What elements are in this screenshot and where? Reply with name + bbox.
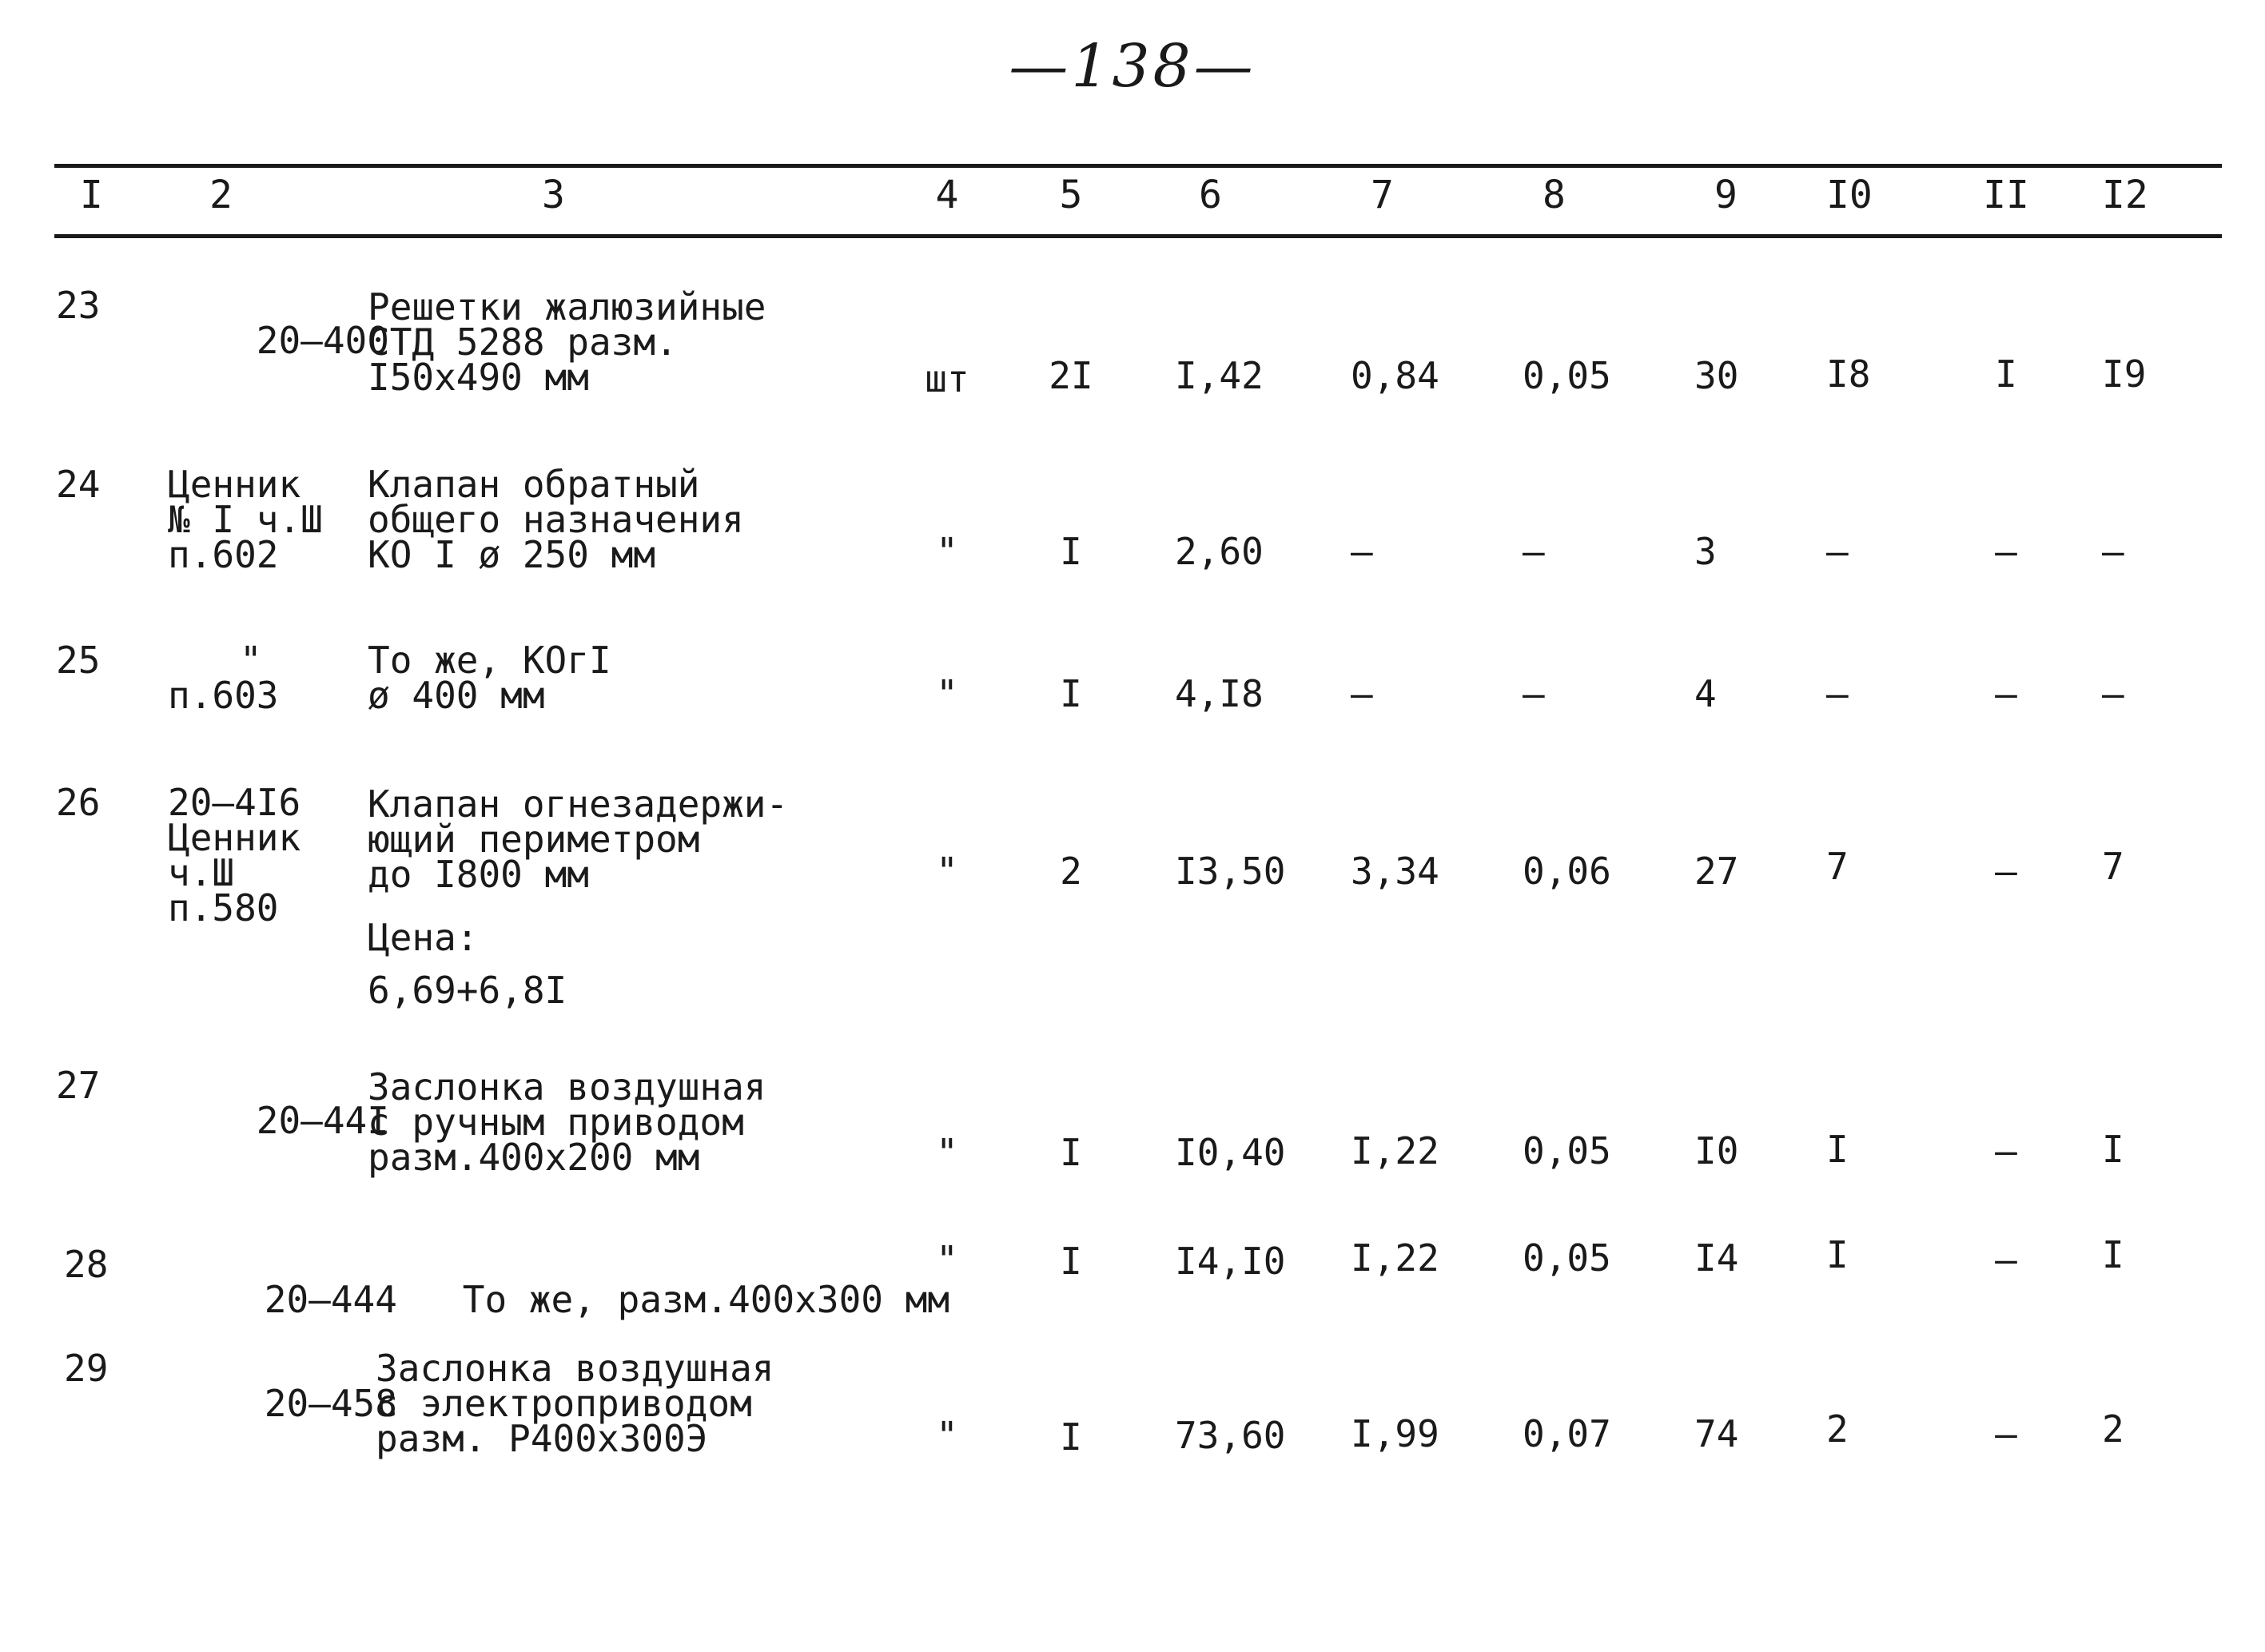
row-29-col7: I,99 (1351, 1412, 1439, 1455)
column-header-11: II (1983, 173, 2029, 217)
row-26-description (368, 782, 789, 896)
row-25-unit: " (936, 672, 958, 715)
column-header-5: 5 (1059, 173, 1083, 217)
row-26-price-label: Цена: (368, 916, 479, 959)
row-28-unit: " (936, 1238, 958, 1281)
row-26-col9: 27 (1694, 850, 1739, 893)
column-header-2: 2 (209, 173, 233, 217)
row-25-qty: I (1060, 672, 1082, 715)
row-23-col8: 0,05 (1523, 354, 1611, 397)
row-24-col11: – (1995, 530, 2017, 573)
row-28-col11: – (1995, 1238, 2017, 1281)
row-29-unit: " (936, 1414, 958, 1457)
row-27-desc-line: с ручным приводом (368, 1101, 744, 1144)
column-header-3: 3 (542, 173, 565, 217)
row-28-col9: I4 (1694, 1236, 1739, 1280)
row-24-code-line: № I ч.Ш (168, 498, 323, 541)
row-27-code-line: 20–44I (256, 1099, 389, 1142)
row-23-desc-line: СТД 5288 разм. (368, 320, 678, 364)
row-27-col7: I,22 (1351, 1129, 1439, 1172)
row-24-col8: – (1523, 530, 1545, 573)
row-23-col11: I (1995, 352, 2017, 396)
row-25-description (368, 639, 611, 717)
row-26-price-note (368, 911, 567, 1017)
row-26-desc-line: ющий периметром (368, 818, 700, 861)
row-24-desc-line: КО I ø 250 мм (368, 533, 656, 576)
row-24-number: 24 (56, 463, 101, 506)
row-26-col10: 7 (1826, 845, 1849, 888)
row-26-col6: I3,50 (1175, 850, 1286, 893)
row-28-col7: I,22 (1351, 1236, 1439, 1280)
row-24-col12: – (2102, 530, 2124, 573)
row-27-number: 27 (56, 1064, 101, 1107)
row-26-col12: 7 (2102, 845, 2124, 888)
row-28-number: 28 (64, 1243, 109, 1286)
row-24-col9: 3 (1694, 530, 1717, 573)
row-24-description (368, 463, 744, 576)
row-26-code-line: ч.Ш (168, 851, 235, 894)
row-26-col8: 0,06 (1523, 850, 1611, 893)
row-29-col8: 0,07 (1523, 1412, 1611, 1455)
row-27-unit: " (936, 1131, 958, 1174)
row-27-desc-line: Заслонка воздушная (368, 1065, 766, 1109)
row-27-code (168, 1068, 389, 1173)
row-23-col9: 30 (1694, 354, 1739, 397)
page-number: —138— (1009, 32, 1256, 101)
column-header-7: 7 (1371, 173, 1394, 217)
row-26-code-line: 20–4I6 (168, 781, 301, 824)
row-24-desc-line: Клапан обратный (368, 463, 700, 506)
column-header-6: 6 (1199, 173, 1222, 217)
row-29-desc-line: разм. Р400х300Э (376, 1417, 708, 1460)
row-28-code-line: 20–444 (264, 1278, 397, 1321)
column-header-8: 8 (1543, 173, 1566, 217)
column-header-12: I2 (2102, 173, 2148, 217)
row-26-number: 26 (56, 781, 101, 824)
row-27-col9: I0 (1694, 1129, 1739, 1172)
row-29-code (176, 1351, 397, 1456)
row-25-col7: – (1351, 672, 1373, 715)
row-25-col11: – (1995, 672, 2017, 715)
row-26-col11: – (1995, 850, 2017, 893)
row-29-code-line: 20–458 (264, 1382, 397, 1425)
row-23-code (168, 288, 389, 393)
row-23-col10: I8 (1826, 352, 1871, 396)
row-28-col10: I (1826, 1233, 1849, 1276)
row-24-qty: I (1060, 530, 1082, 573)
row-27-desc-line: разм.400х200 мм (368, 1136, 700, 1179)
row-23-col12: I9 (2102, 352, 2147, 396)
row-25-code-line: п.603 (168, 674, 279, 717)
row-24-col7: – (1351, 530, 1373, 573)
row-25-code (168, 639, 279, 717)
row-27-col6: I0,40 (1175, 1131, 1286, 1174)
column-header-9: 9 (1714, 173, 1738, 217)
row-24-unit: " (936, 530, 958, 573)
row-23-unit: шт (925, 357, 969, 400)
row-24-code-line: Ценник (168, 463, 301, 506)
column-header-4: 4 (935, 173, 959, 217)
row-25-col8: – (1523, 672, 1545, 715)
row-29-col12: 2 (2102, 1407, 2124, 1451)
row-29-col6: 73,60 (1175, 1414, 1286, 1457)
row-26-desc-line: Клапан огнезадержи- (368, 782, 789, 826)
row-25-col12: – (2102, 672, 2124, 715)
row-23-qty: 2I (1049, 354, 1093, 397)
column-header-1: I (80, 173, 103, 217)
row-26-price-value: 6,69+6,8I (368, 969, 567, 1012)
row-26-col7: 3,34 (1351, 850, 1439, 893)
row-27-col8: 0,05 (1523, 1129, 1611, 1172)
row-24-desc-line: общего назначения (368, 498, 744, 541)
row-29-number: 29 (64, 1347, 109, 1390)
row-26-code-line: Ценник (168, 816, 301, 859)
row-29-col10: 2 (1826, 1407, 1849, 1451)
row-23-desc-line: Решетки жалюзийные (368, 285, 766, 328)
row-26-qty: 2 (1060, 850, 1082, 893)
row-25-number: 25 (56, 639, 101, 682)
row-23-desc-line: I50х490 мм (368, 356, 589, 399)
row-26-desc-line: до I800 мм (368, 853, 589, 896)
row-28-col8: 0,05 (1523, 1236, 1611, 1280)
row-25-desc-line: То же, КОгI (368, 639, 611, 682)
row-24-code (168, 463, 323, 576)
row-27-qty: I (1060, 1131, 1082, 1174)
row-27-col11: – (1995, 1129, 2017, 1172)
row-25-col9: 4 (1694, 672, 1717, 715)
row-27-col12: I (2102, 1128, 2124, 1171)
row-25-code-line: " (240, 639, 262, 682)
column-header-10: I0 (1826, 173, 1873, 217)
row-23-code-line: 20–400 (256, 319, 389, 362)
row-29-description (376, 1347, 774, 1460)
row-28-col12: I (2102, 1233, 2124, 1276)
row-28-desc-line: То же, разм.400х300 мм (462, 1278, 950, 1321)
row-28-description (374, 1247, 949, 1352)
row-26-unit: " (936, 850, 958, 893)
row-28-code (176, 1247, 397, 1352)
row-24-col10: – (1826, 530, 1849, 573)
row-29-qty: I (1060, 1415, 1082, 1459)
row-25-col10: – (1826, 672, 1849, 715)
row-23-description (368, 285, 766, 399)
row-28-qty: I (1060, 1240, 1082, 1283)
row-29-desc-line: с электроприводом (376, 1382, 752, 1425)
row-23-col7: 0,84 (1351, 354, 1439, 397)
row-24-col6: 2,60 (1175, 530, 1264, 573)
row-26-code-line: п.580 (168, 886, 279, 929)
row-28-col6: I4,I0 (1175, 1240, 1286, 1283)
row-23-number: 23 (56, 284, 101, 327)
row-24-code-line: п.602 (168, 533, 279, 576)
row-23-col6: I,42 (1175, 354, 1264, 397)
row-27-description (368, 1065, 766, 1179)
row-25-desc-line: ø 400 мм (368, 674, 545, 717)
row-29-col11: – (1995, 1412, 2017, 1455)
row-25-col6: 4,I8 (1175, 672, 1264, 715)
row-29-col9: 74 (1694, 1412, 1739, 1455)
row-27-col10: I (1826, 1128, 1849, 1171)
row-26-code (168, 781, 301, 929)
row-29-desc-line: Заслонка воздушная (376, 1347, 774, 1390)
